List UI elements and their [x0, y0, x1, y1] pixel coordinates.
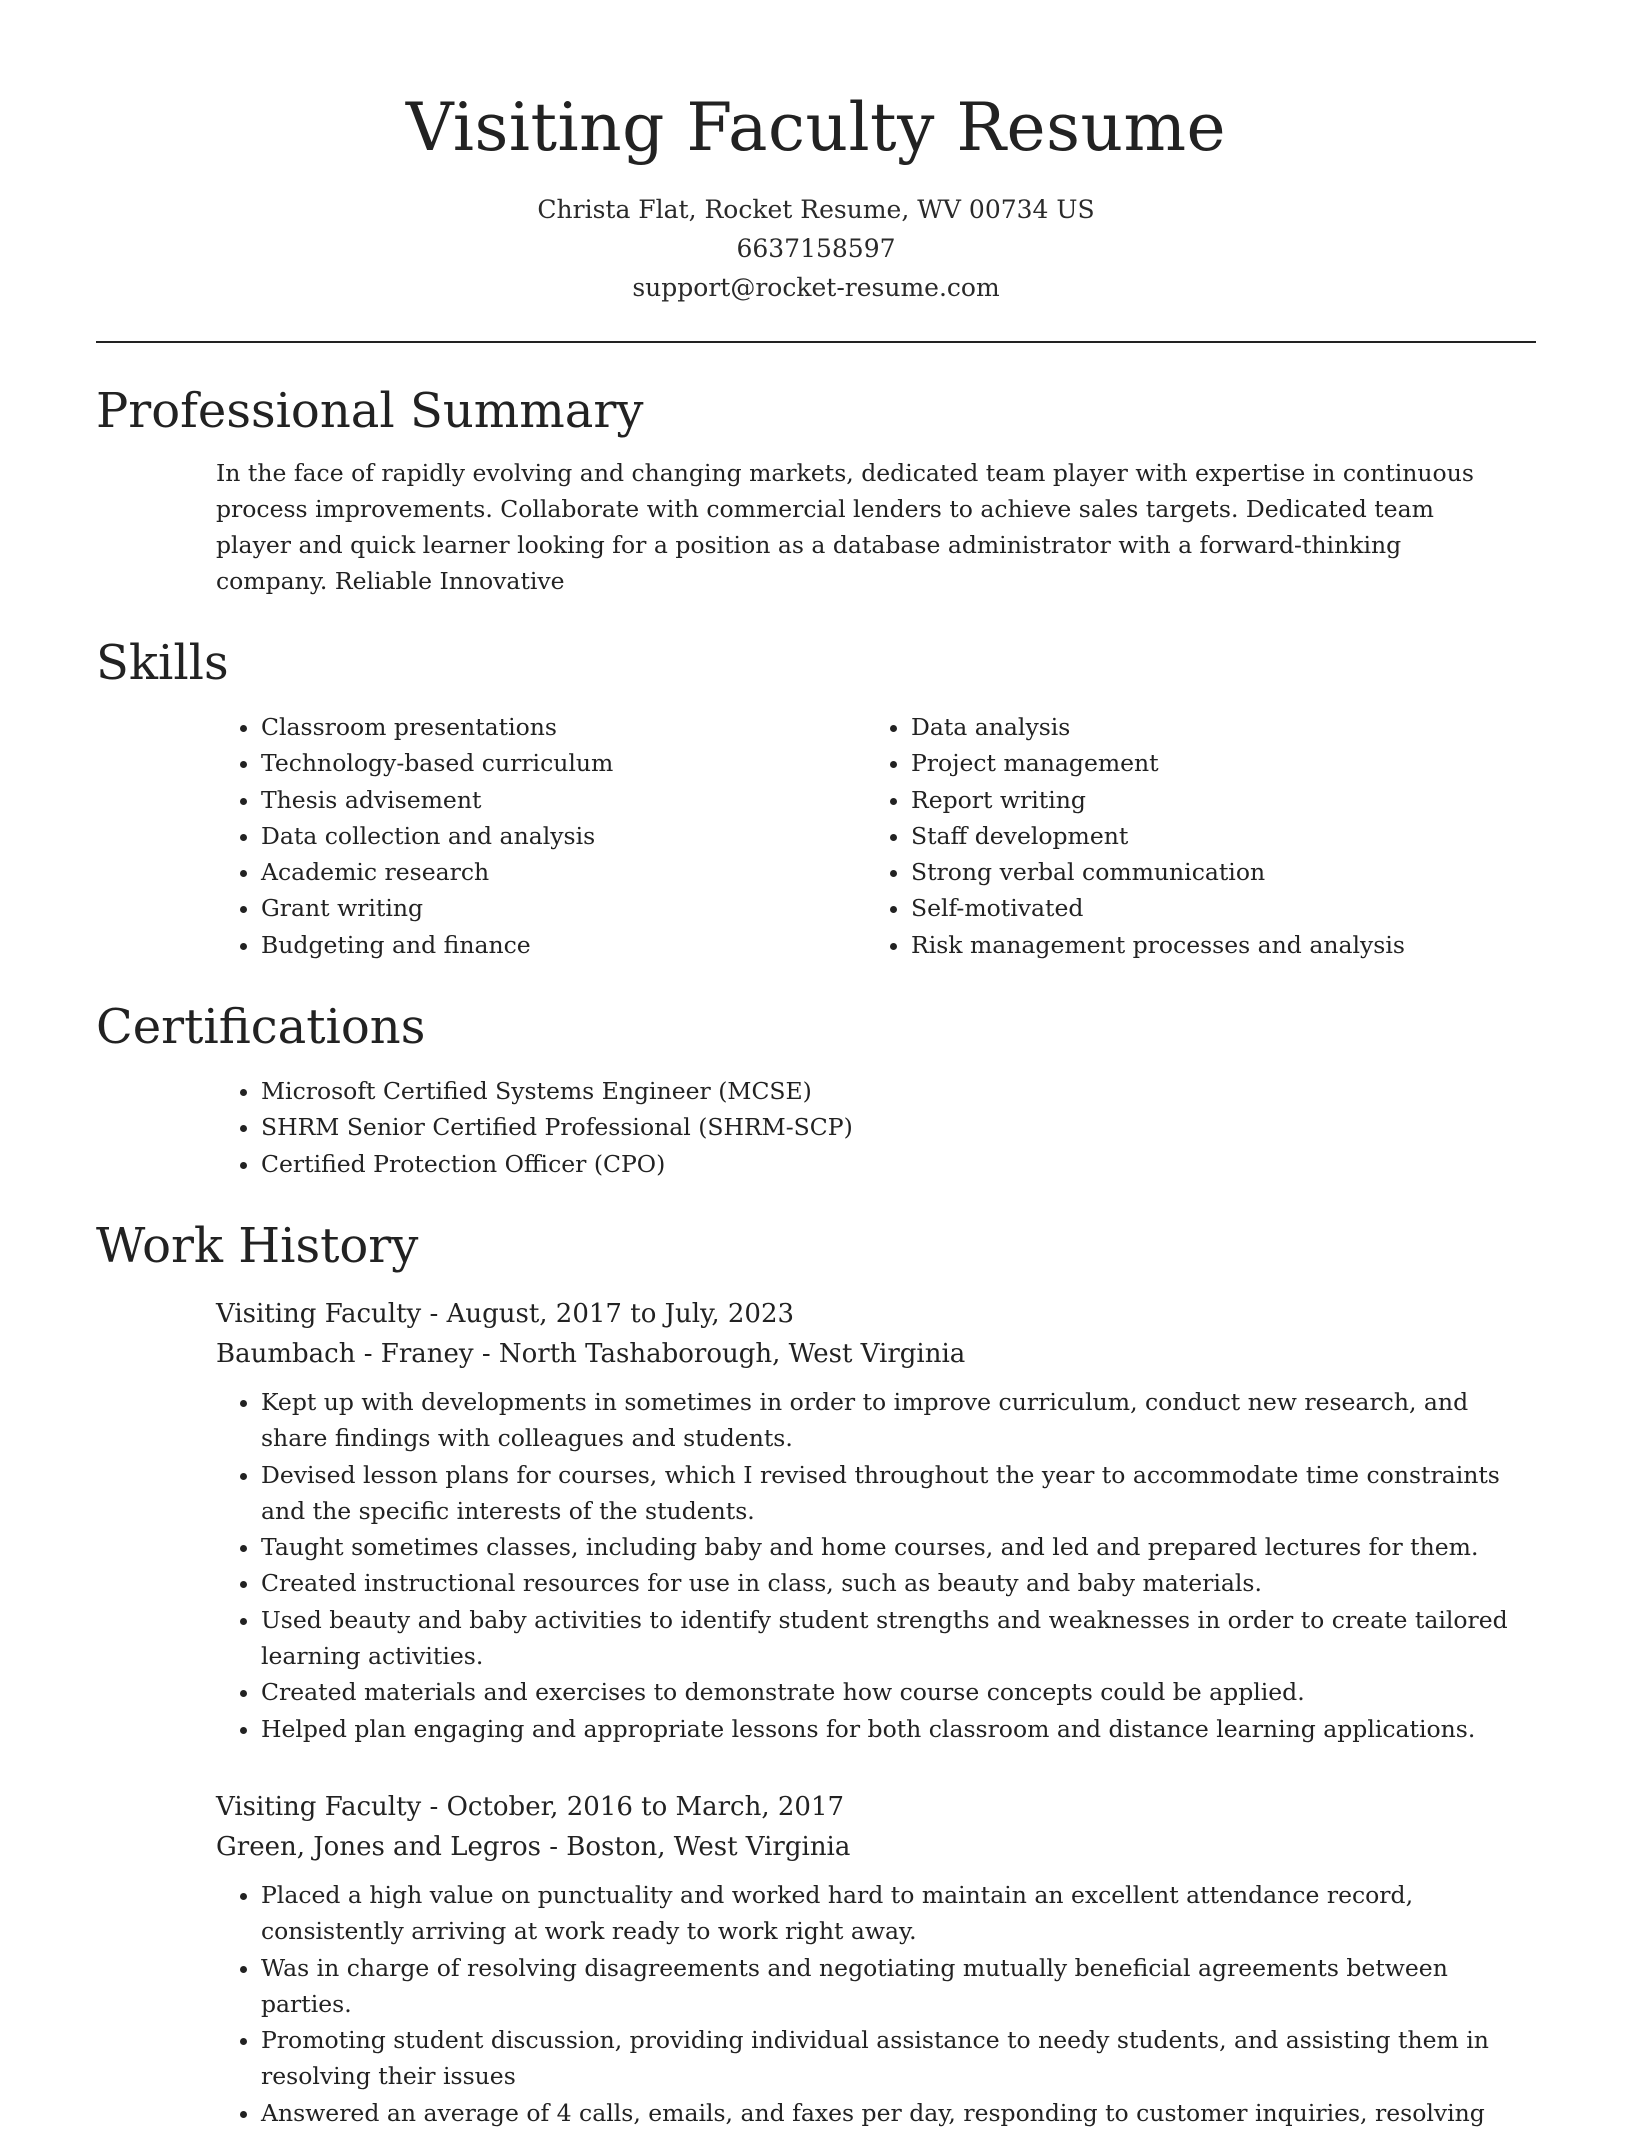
- job-company: Green, Jones and Legros: [216, 1831, 541, 1862]
- job-bullets: [216, 1384, 1536, 1747]
- job-dates: August, 2017 to July, 2023: [446, 1298, 795, 1329]
- list-item: • Classroom presentations: [261, 709, 866, 745]
- list-item: • Self-motivated: [911, 890, 1516, 926]
- job-entry: [96, 1787, 1536, 2131]
- list-item: • Taught sometimes classes, including baby and home courses, and led and prepared lectures for them.: [261, 1529, 1536, 1565]
- contact-address: Christa Flat, Rocket Resume, WV 00734 US: [537, 195, 1095, 224]
- skills-list-right: [866, 709, 1516, 963]
- job-title: Visiting Faculty: [216, 1298, 422, 1329]
- job-bullets: [216, 1877, 1536, 2131]
- list-item: • Microsoft Certified Systems Engineer (MCSE): [261, 1073, 1536, 1109]
- list-item: • Created instructional resources for use in class, such as beauty and baby materials.: [261, 1565, 1536, 1601]
- skills-heading: Skills: [96, 635, 229, 691]
- list-item: • Helped plan engaging and appropriate lessons for both classroom and distance learning applications.: [261, 1711, 1536, 1747]
- skills-section: [96, 633, 1536, 963]
- list-item: • Technology-based curriculum: [261, 745, 866, 781]
- contact-phone: 6637158597: [736, 234, 896, 263]
- skills-column-right: [866, 709, 1516, 963]
- list-item: • Thesis advisement: [261, 782, 866, 818]
- list-item: • Strong verbal communication: [911, 854, 1516, 890]
- separator: -: [421, 1298, 447, 1329]
- job-dates: October, 2016 to March, 2017: [446, 1791, 845, 1822]
- list-item: • Grant writing: [261, 890, 866, 926]
- list-item: • Answered an average of 4 calls, emails, and faxes per day, responding to customer inquiries, resolving: [261, 2095, 1536, 2131]
- resume-title: Visiting Faculty Resume: [405, 89, 1227, 166]
- separator: -: [540, 1831, 567, 1862]
- job-title-line: [216, 1787, 1536, 1827]
- list-item: • Used beauty and baby activities to identify student strengths and weaknesses in order to create tailored learning activities.: [261, 1602, 1536, 1675]
- work-history-heading: Work History: [96, 1217, 419, 1274]
- certifications-list-wrap: [96, 1073, 1536, 1182]
- list-item: • Kept up with developments in sometimes in order to improve curriculum, conduct new research, and share findings with colleagues and students.: [261, 1384, 1536, 1457]
- certifications-heading: Certifications: [96, 999, 426, 1056]
- list-item: • Promoting student discussion, providing individual assistance to needy students, and assisting them in resolving their issues: [261, 2022, 1536, 2095]
- summary-heading: Professional Summary: [96, 383, 644, 439]
- list-item: • Data analysis: [911, 709, 1516, 745]
- list-item: • SHRM Senior Certified Professional (SHRM-SCP): [261, 1109, 1536, 1145]
- header-divider: [96, 341, 1536, 343]
- skills-column-left: [216, 709, 866, 963]
- job-title: Visiting Faculty: [216, 1791, 422, 1822]
- list-item: • Report writing: [911, 782, 1516, 818]
- job-company: Baumbach - Franey: [216, 1338, 474, 1369]
- job-entry: [96, 1294, 1536, 1747]
- list-item: • Academic research: [261, 854, 866, 890]
- list-item: • Placed a high value on punctuality and worked hard to maintain an excellent attendance record, consistently arriving at work ready to work right away.: [261, 1877, 1536, 1950]
- certifications-section: [96, 997, 1536, 1182]
- list-item: • Budgeting and finance: [261, 927, 866, 963]
- resume-header: [96, 0, 1536, 307]
- contact-info: [96, 190, 1536, 307]
- list-item: • Project management: [911, 745, 1516, 781]
- work-history-section: [96, 1216, 1536, 2131]
- list-item: • Staff development: [911, 818, 1516, 854]
- job-title-line: [216, 1294, 1536, 1334]
- certifications-list: [216, 1073, 1536, 1182]
- job-location: Boston, West Virginia: [566, 1831, 851, 1862]
- job-company-line: [216, 1827, 1536, 1867]
- list-item: • Was in charge of resolving disagreements and negotiating mutually beneficial agreements between parties.: [261, 1950, 1536, 2023]
- skills-list-left: [216, 709, 866, 963]
- skills-grid: [96, 709, 1536, 963]
- list-item: • Devised lesson plans for courses, which I revised throughout the year to accommodate time constraints and the specific interests of the students.: [261, 1457, 1536, 1530]
- summary-section: [96, 381, 1536, 599]
- list-item: • Data collection and analysis: [261, 818, 866, 854]
- job-company-line: [216, 1334, 1536, 1374]
- summary-text: In the face of rapidly evolving and changing markets, dedicated team player with expertise in continuous process improvements. Collaborate with commercial lenders to achieve sales targets. Dedicated team player and quick learner looking for a position as a database administrator with a forward-thinking company. Reliable Innovative: [216, 459, 1474, 595]
- contact-email: support@rocket-resume.com: [632, 273, 1000, 302]
- job-location: North Tashaborough, West Virginia: [498, 1338, 966, 1369]
- list-item: • Created materials and exercises to demonstrate how course concepts could be applied.: [261, 1674, 1536, 1710]
- list-item: • Risk management processes and analysis: [911, 927, 1516, 963]
- list-item: • Certified Protection Officer (CPO): [261, 1146, 1536, 1182]
- separator: -: [473, 1338, 499, 1369]
- separator: -: [421, 1791, 447, 1822]
